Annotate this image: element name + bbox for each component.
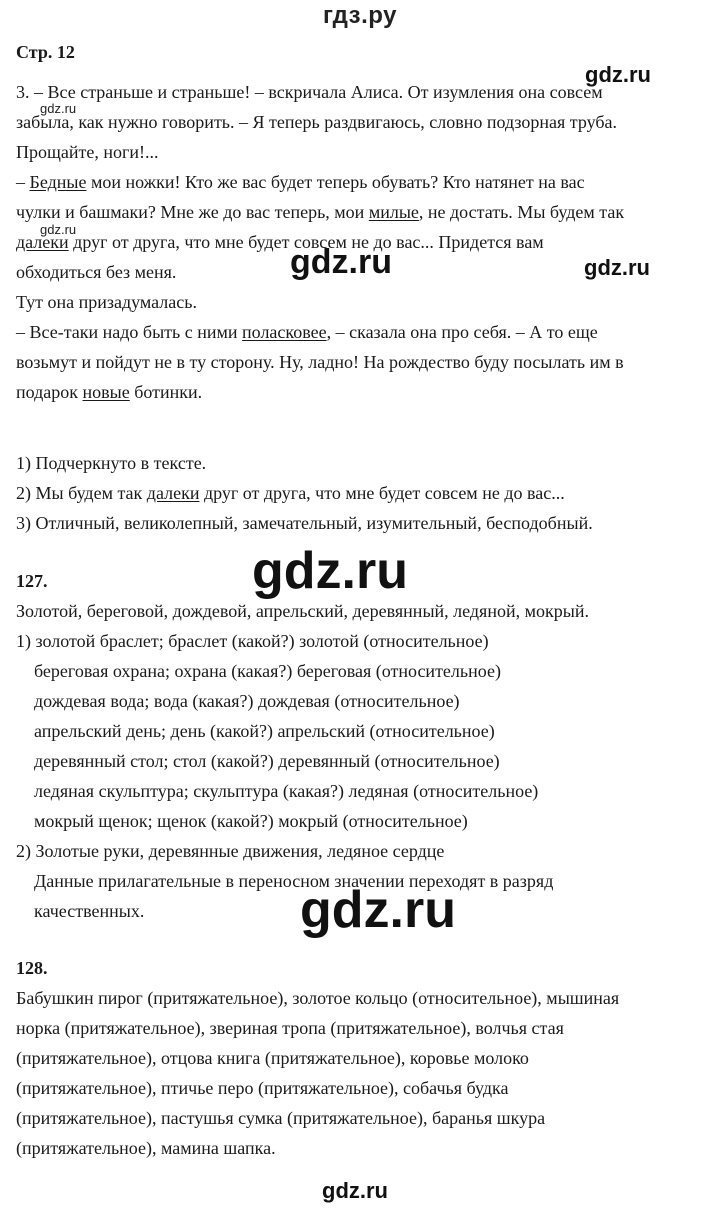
answer-subline: деревянный стол; стол (какой?) деревянный (относительное) bbox=[34, 751, 500, 771]
text-fragment: друг от друга, что мне будет совсем не до вас... Придется вам bbox=[68, 232, 544, 252]
text-fragment: , не достать. Мы будем так bbox=[418, 202, 625, 222]
text-line bbox=[16, 381, 202, 403]
text-line: Прощайте, ноги!... bbox=[16, 142, 159, 162]
text-fragment: – Все-таки надо быть с ними bbox=[16, 322, 243, 342]
watermark: gdz.ru bbox=[252, 542, 408, 600]
page-reference: Стр. 12 bbox=[16, 42, 75, 62]
underlined-word: Бедные bbox=[29, 172, 87, 192]
text-line: обходиться без меня. bbox=[16, 262, 177, 282]
watermark: gdz.ru bbox=[585, 62, 651, 87]
text-fragment: мои ножки! Кто же вас будет теперь обувать? Кто натянет на вас bbox=[86, 172, 585, 192]
watermark: gdz.ru bbox=[300, 881, 456, 939]
text-line: норка (притяжательное), звериная тропа (притяжательное), волчья стая bbox=[16, 1018, 564, 1038]
watermark: gdz.ru bbox=[40, 222, 77, 237]
text-line: (притяжательное), птичье перо (притяжательное), собачья будка bbox=[16, 1078, 509, 1098]
answer-subline: качественных. bbox=[34, 901, 145, 921]
text-line: возьмут и пойдут не в ту сторону. Ну, ладно! На рождество буду посылать им в bbox=[16, 352, 624, 372]
text-line: Тут она призадумалась. bbox=[16, 292, 197, 312]
answer-subline: мокрый щенок; щенок (какой?) мокрый (относительное) bbox=[34, 811, 468, 831]
answer-line: 2) Золотые руки, деревянные движения, ледяное сердце bbox=[16, 841, 445, 861]
answer-line: 3) Отличный, великолепный, замечательный, изумительный, бесподобный. bbox=[16, 513, 593, 533]
text-line: 3. – Все страньше и страньше! – вскричала Алиса. От изумления она совсем bbox=[16, 82, 603, 102]
text-line: (притяжательное), пастушья сумка (притяжательное), баранья шкура bbox=[16, 1108, 546, 1128]
text-line bbox=[16, 231, 544, 253]
underlined-word: далеки bbox=[146, 483, 200, 503]
text-fragment: подарок bbox=[16, 382, 83, 402]
text-fragment: 2) Мы будем так bbox=[16, 483, 147, 503]
underlined-word: новые bbox=[82, 382, 130, 402]
exercise-number: 128. bbox=[16, 958, 48, 978]
watermark: gdz.ru bbox=[290, 243, 392, 281]
text-line bbox=[16, 171, 585, 193]
site-title: гдз.ру bbox=[323, 2, 397, 29]
watermark: gdz.ru bbox=[40, 101, 77, 116]
text-line: (притяжательное), мамина шапка. bbox=[16, 1138, 276, 1158]
answer-subline: дождевая вода; вода (какая?) дождевая (относительное) bbox=[34, 691, 460, 711]
answer-line: 1) золотой браслет; браслет (какой?) золотой (относительное) bbox=[16, 631, 489, 651]
answer-subline: апрельский день; день (какой?) апрельский (относительное) bbox=[34, 721, 495, 741]
text-fragment: , – сказала она про себя. – А то еще bbox=[326, 322, 598, 342]
answer-subline: Данные прилагательные в переносном значении переходят в разряд bbox=[34, 871, 554, 891]
text-line bbox=[16, 201, 624, 223]
watermark: gdz.ru bbox=[322, 1178, 388, 1203]
text-line bbox=[16, 321, 598, 343]
text-fragment: друг от друга, что мне будет совсем не до вас... bbox=[199, 483, 565, 503]
text-line: забыла, как нужно говорить. – Я теперь раздвигаюсь, словно подзорная труба. bbox=[16, 112, 618, 132]
text-line: Бабушкин пирог (притяжательное), золотое кольцо (относительное), мышиная bbox=[16, 988, 620, 1008]
underlined-word: милые bbox=[368, 202, 419, 222]
watermark: gdz.ru bbox=[584, 255, 650, 280]
text-fragment: – bbox=[16, 172, 30, 192]
underlined-word: далеки bbox=[16, 232, 69, 252]
text-line: Золотой, береговой, дождевой, апрельский, деревянный, ледяной, мокрый. bbox=[16, 601, 589, 621]
answer-subline: береговая охрана; охрана (какая?) береговая (относительное) bbox=[34, 661, 501, 681]
text-fragment: ботинки. bbox=[129, 382, 203, 402]
text-line: (притяжательное), отцова книга (притяжательное), коровье молоко bbox=[16, 1048, 529, 1068]
answer-line bbox=[16, 482, 565, 504]
exercise-number: 127. bbox=[16, 571, 48, 591]
answer-subline: ледяная скульптура; скульптура (какая?) ледяная (относительное) bbox=[34, 781, 539, 801]
text-fragment: чулки и башмаки? Мне же до вас теперь, мои bbox=[16, 202, 369, 222]
answer-line: 1) Подчеркнуто в тексте. bbox=[16, 453, 207, 473]
underlined-word: поласковее bbox=[242, 322, 327, 342]
